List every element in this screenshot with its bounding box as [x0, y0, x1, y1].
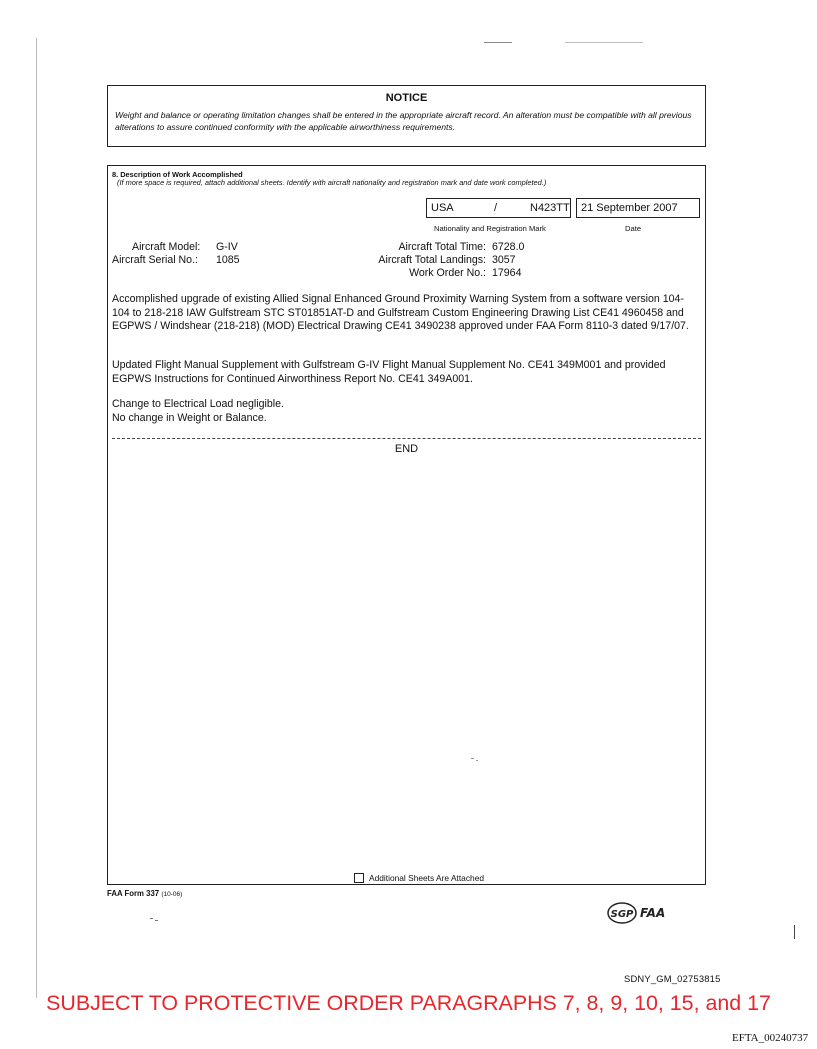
end-marker: END	[394, 443, 419, 455]
notice-title: NOTICE	[385, 92, 428, 104]
date-value: 21 September 2007	[581, 202, 678, 214]
total-landings-value: 3057	[492, 254, 516, 266]
work-description-paragraph: Accomplished upgrade of existing Allied Signal Enhanced Ground Proximity Warning System from a software version 104-104 to 218-218 IAW Gulfstream STC ST01851AT-D and Gulfstream Custom Engineering Drawing List CE41 4960458 and EGPWS / Windshear (218-218) (MOD) Electrical Drawing CE41 3490238 approved under FAA Form 8110-3 dated 9/17/07.	[112, 293, 689, 332]
form-identifier	[107, 889, 182, 898]
aircraft-model-label: Aircraft Model:	[132, 241, 201, 253]
protective-order-banner: SUBJECT TO PROTECTIVE ORDER PARAGRAPHS 7, 8, 9, 10, 15, and 17	[46, 991, 771, 1015]
section-title: 8. Description of Work Accomplished	[112, 170, 243, 179]
sgp-faa-stamp	[606, 899, 696, 925]
scan-speck	[150, 918, 153, 919]
electrical-load-note: Change to Electrical Load negligible.	[112, 398, 284, 410]
registration-mark-value: N423TT	[530, 202, 570, 214]
registration-field	[426, 198, 571, 218]
work-description-box	[107, 165, 706, 885]
additional-sheets-checkbox[interactable]	[354, 873, 364, 883]
scan-artifact	[565, 42, 643, 43]
notice-box	[107, 85, 706, 147]
dashed-separator	[112, 438, 701, 439]
scan-speck	[471, 758, 474, 759]
total-time-label: Aircraft Total Time:	[398, 241, 486, 253]
total-time-value: 6728.0	[492, 241, 525, 253]
additional-sheets-label: Additional Sheets Are Attached	[369, 873, 485, 883]
scan-artifact	[794, 925, 795, 939]
efta-number: EFTA_00240737	[732, 1032, 809, 1044]
total-landings-label: Aircraft Total Landings:	[378, 254, 486, 266]
registration-caption: Nationality and Registration Mark	[434, 224, 546, 233]
weight-balance-note: No change in Weight or Balance.	[112, 412, 267, 424]
scan-speck	[155, 920, 158, 921]
form-name: FAA Form 337	[107, 889, 160, 898]
aircraft-serial-label: Aircraft Serial No.:	[112, 254, 198, 266]
date-caption: Date	[625, 224, 642, 233]
svg-text:FAA: FAA	[640, 906, 666, 920]
date-field	[576, 198, 700, 218]
aircraft-serial-value: 1085	[216, 254, 240, 266]
work-order-value: 17964	[492, 267, 522, 279]
section-instructions: (If more space is required, attach additional sheets. Identify with aircraft nationality and registration mark and date work completed.)	[117, 178, 547, 187]
bates-number: SDNY_GM_02753815	[624, 973, 721, 984]
scan-artifact	[484, 42, 512, 43]
svg-text:SGP: SGP	[610, 909, 634, 920]
flight-manual-paragraph: Updated Flight Manual Supplement with Gulfstream G-IV Flight Manual Supplement No. CE41 349M001 and provided EGPWS Instructions for Continued Airworthiness Report No. CE41 349A001.	[112, 359, 666, 385]
registration-separator: /	[494, 202, 498, 214]
nationality-value: USA	[431, 202, 454, 214]
scan-edge-line	[36, 38, 37, 998]
scan-speck	[476, 760, 478, 761]
form-revision: (10-06)	[161, 891, 183, 898]
notice-text: Weight and balance or operating limitation changes shall be entered in the appropriate aircraft record. An alteration must be compatible with all previous alterations to assure continued conformity with the applicable airworthiness requirements.	[115, 110, 692, 132]
work-order-label: Work Order No.:	[409, 267, 486, 279]
aircraft-model-value: G-IV	[216, 241, 238, 253]
